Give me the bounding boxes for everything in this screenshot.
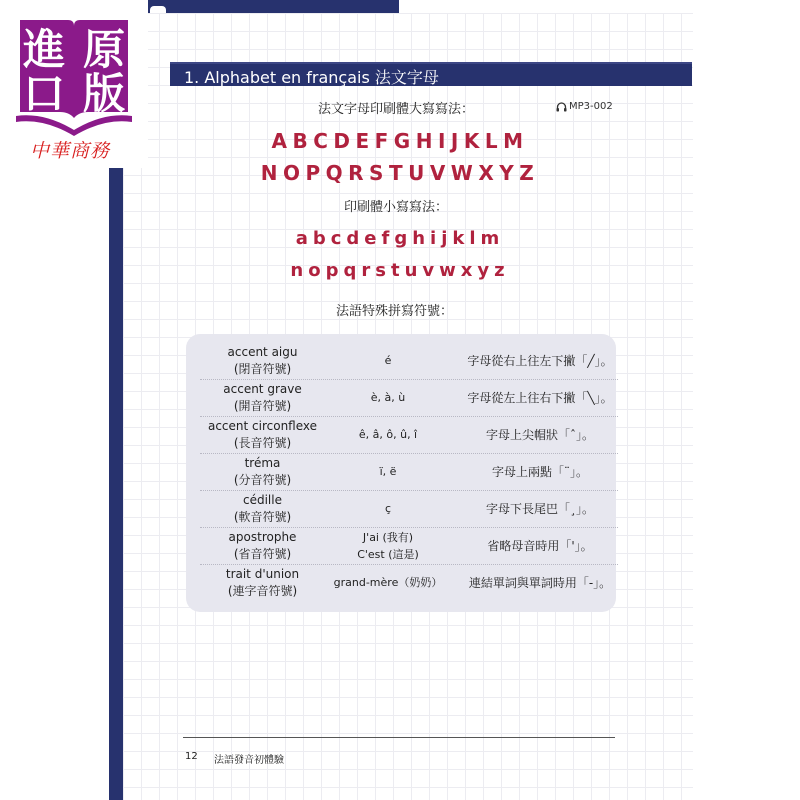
accent-description: 字母上兩點「¨」。 xyxy=(491,465,588,479)
accent-name-cn: (省音符號) xyxy=(233,547,292,561)
accent-name-cn: (長音符號) xyxy=(233,436,292,450)
accent-description: 連結單詞與單詞時用「-」。 xyxy=(468,576,612,590)
accent-name: cédille xyxy=(243,493,282,507)
accent-name: apostrophe xyxy=(228,530,297,544)
uppercase-row-2: NOPQRSTUVWXYZ xyxy=(260,161,540,185)
top-tab-notch xyxy=(150,6,166,13)
accent-name-cell xyxy=(200,492,325,526)
accent-example: è, à, ù xyxy=(370,391,406,404)
accent-example-cell xyxy=(332,416,444,453)
accent-name-cell xyxy=(200,529,325,563)
accent-description: 字母下長尾巴「¸」。 xyxy=(485,502,594,516)
accent-example: J'ai (我有) xyxy=(362,530,414,544)
accent-name: tréma xyxy=(244,456,281,470)
badge-char-2: 原 xyxy=(82,25,126,74)
accent-description: 字母從左上往右下撇「╲」。 xyxy=(467,391,613,405)
accent-marks-table xyxy=(186,334,616,612)
accent-example-cell xyxy=(332,379,444,416)
accent-description: 省略母音時用「'」。 xyxy=(487,539,593,553)
accent-name-cn: (分音符號) xyxy=(233,473,292,487)
uppercase-heading: 法文字母印刷體大寫寫法： xyxy=(318,102,475,117)
table-row xyxy=(200,416,618,454)
audio-track-label[interactable] xyxy=(556,101,613,112)
accent-name-cell xyxy=(200,455,325,489)
section-title-bar xyxy=(170,62,692,86)
table-row xyxy=(200,453,618,491)
accent-name: accent aigu xyxy=(227,345,298,359)
accent-name-cell xyxy=(200,381,325,415)
accent-example: ï, ë xyxy=(379,465,397,478)
table-row xyxy=(200,379,618,417)
table-row xyxy=(200,564,618,601)
accent-name-cn: (連字音符號) xyxy=(227,584,298,598)
accent-name: accent circonflexe xyxy=(207,419,318,433)
accent-name-cell xyxy=(200,566,325,600)
lowercase-row-1: abcdefghijklm xyxy=(295,228,505,249)
accent-example: grand-mère（奶奶） xyxy=(333,576,443,589)
accent-example-cell xyxy=(332,453,444,490)
table-row xyxy=(200,342,618,380)
accent-name: trait d'union xyxy=(225,567,300,581)
accent-name-cn: (軟音符號) xyxy=(233,510,292,524)
lowercase-heading: 印刷體小寫寫法： xyxy=(344,200,449,215)
import-badge xyxy=(0,0,148,168)
accents-heading: 法語特殊拼寫符號： xyxy=(336,304,454,319)
accent-name-cn: (閉音符號) xyxy=(233,362,292,376)
page-footer-title: 法語發音初體驗 xyxy=(214,755,284,766)
accent-example-cell xyxy=(332,490,444,527)
open-book-logo-icon xyxy=(14,14,134,136)
headphones-icon xyxy=(556,102,567,112)
accent-example: ç xyxy=(384,502,392,515)
section-title: 1. Alphabet en français 法文字母 xyxy=(184,68,439,87)
accent-example-cell xyxy=(332,342,444,379)
lowercase-row-2: nopqrstuvwxyz xyxy=(290,260,510,281)
table-row xyxy=(200,527,618,565)
accent-example: é xyxy=(384,354,392,367)
badge-char-1: 進 xyxy=(22,25,66,74)
table-row xyxy=(200,490,618,528)
accent-example-cell xyxy=(332,564,444,601)
badge-char-3: 口 xyxy=(22,69,66,118)
uppercase-row-1: ABCDEFGHIJKLM xyxy=(271,129,529,153)
badge-subtitle: 中華商務 xyxy=(30,140,111,162)
accent-example-cell xyxy=(332,527,444,564)
accent-description: 字母從右上往左下撇「╱」。 xyxy=(467,354,613,368)
accent-example: ê, â, ô, û, î xyxy=(358,428,418,441)
accent-name: accent grave xyxy=(223,382,302,396)
accent-example-2: C'est (這是) xyxy=(357,547,419,561)
page-number: 12 xyxy=(185,751,198,762)
accent-name-cell xyxy=(200,344,325,378)
accent-description: 字母上尖帽狀「ˆ」。 xyxy=(485,428,594,442)
accent-name-cn: (開音符號) xyxy=(233,399,292,413)
audio-track-code: MP3-002 xyxy=(569,101,613,112)
accent-name-cell xyxy=(200,418,325,452)
badge-char-4: 版 xyxy=(82,69,126,118)
footer-divider xyxy=(183,737,615,738)
